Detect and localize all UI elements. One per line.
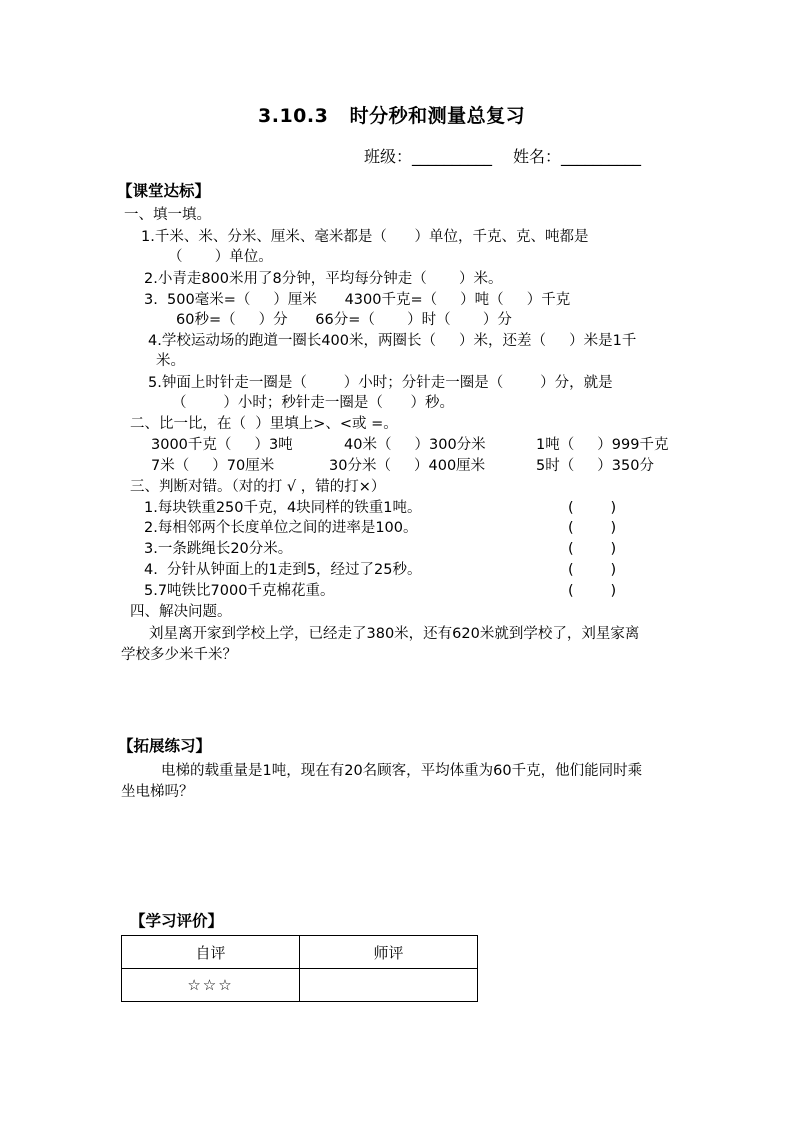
part1-line-1: 1.千米、米、分米、厘米、毫米都是（ ）单位，千克、克、吨都是 bbox=[141, 229, 589, 245]
extension-text-line-1: 电梯的载重量是1吨，现在有20名顾客，平均体重为60千克，他们能同时乘 bbox=[161, 763, 643, 779]
part3-heading: 三、判断对错。（对的打 √ ，错的打×） bbox=[130, 479, 386, 495]
part4-heading: 四、解决问题。 bbox=[130, 604, 232, 620]
part1-line-2: （ ）单位。 bbox=[168, 249, 273, 265]
part1-line-5: 60秒=（ ）分 66分=（ ）时（ ）分 bbox=[176, 312, 512, 328]
self-eval-header: 自评 bbox=[122, 936, 300, 969]
part2-row2-col1: 7米（ ）70厘米 bbox=[151, 458, 275, 474]
part1-heading: 一、填一填。 bbox=[124, 207, 211, 223]
table-row bbox=[122, 969, 478, 1002]
part1-line-6: 4.学校运动场的跑道一圈长400米，两圈长（ ）米，还差（ ）米是1千 bbox=[148, 333, 637, 349]
part3-answer-bracket-3: ( ) bbox=[568, 541, 617, 557]
part2-row1-col2: 40米（ ）300分米 bbox=[344, 437, 486, 453]
part1-line-4: 3. 500毫米=（ ）厘米 4300千克=（ ）吨（ ）千克 bbox=[144, 292, 571, 308]
teacher-eval-cell bbox=[300, 969, 478, 1002]
teacher-eval-header: 师评 bbox=[300, 936, 478, 969]
part2-row1-col1: 3000千克（ ）3吨 bbox=[151, 437, 293, 453]
extension-text-line-2: 坐电梯吗？ bbox=[121, 784, 194, 800]
part3-item-2: 2.每相邻两个长度单位之间的进率是100。 bbox=[144, 520, 418, 536]
part1-line-8: 5.钟面上时针走一圈是（ ）小时；分针走一圈是（ ）分，就是 bbox=[148, 375, 613, 391]
part3-item-4: 4. 分针从钟面上的1走到5，经过了25秒。 bbox=[144, 562, 422, 578]
part3-item-3: 3.一条跳绳长20分米。 bbox=[144, 541, 293, 557]
section-extension-heading: 【拓展练习】 bbox=[118, 737, 212, 755]
part1-line-3: 2.小青走800米用了8分钟，平均每分钟走（ ）米。 bbox=[144, 271, 503, 287]
part1-line-7: 米。 bbox=[156, 353, 185, 369]
part3-item-1: 1.每块铁重250千克，4块同样的铁重1吨。 bbox=[144, 500, 422, 516]
self-eval-stars: ☆☆☆ bbox=[122, 969, 300, 1002]
evaluation-table bbox=[121, 935, 478, 1002]
part2-row2-col3: 5时（ ）350分 bbox=[536, 458, 654, 474]
problem-text-line-1: 刘星离开家到学校上学，已经走了380米，还有620米就到学校了，刘星家离 bbox=[149, 626, 640, 642]
part3-answer-bracket-5: ( ) bbox=[568, 583, 617, 599]
problem-text-line-2: 学校多少米千米？ bbox=[121, 647, 237, 663]
part2-row1-col3: 1吨（ ）999千克 bbox=[536, 437, 669, 453]
part1-line-9: （ ）小时；秒针走一圈是（ ）秒。 bbox=[172, 395, 455, 411]
part2-row2-col2: 30分米（ ）400厘米 bbox=[329, 458, 486, 474]
class-field-label: 班级：__________ bbox=[364, 147, 493, 166]
page-title: 3.10.3 时分秒和测量总复习 bbox=[258, 105, 526, 127]
table-row bbox=[122, 936, 478, 969]
section-evaluation-heading: 【学习评价】 bbox=[130, 912, 224, 930]
part3-answer-bracket-1: ( ) bbox=[568, 500, 617, 516]
part2-heading: 二、比一比，在（ ）里填上>、<或 =。 bbox=[130, 416, 398, 432]
section-classroom-heading: 【课堂达标】 bbox=[117, 182, 211, 200]
name-field-label: 姓名：__________ bbox=[513, 147, 642, 166]
part3-answer-bracket-4: ( ) bbox=[568, 562, 617, 578]
part3-answer-bracket-2: ( ) bbox=[568, 520, 617, 536]
part3-item-5: 5.7吨铁比7000千克棉花重。 bbox=[144, 583, 335, 599]
